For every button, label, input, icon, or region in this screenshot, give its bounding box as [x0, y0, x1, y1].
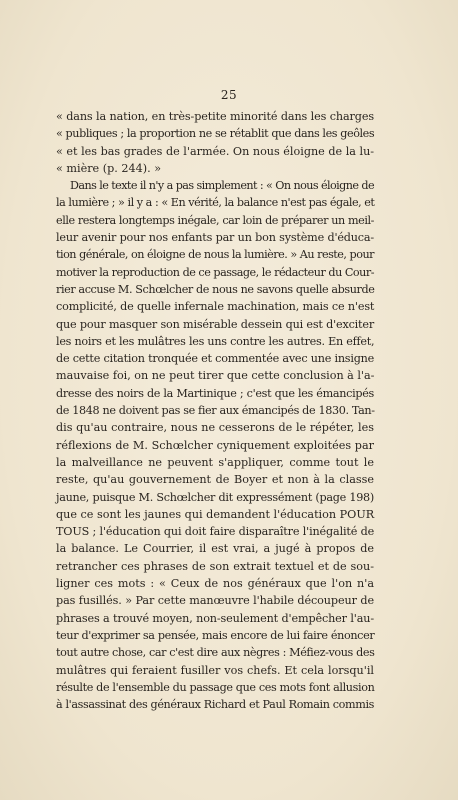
- text-line: « et les bas grades de l'armée. On nous éloigne de la lu-: [56, 144, 375, 158]
- text-line: les noirs et les mulâtres les uns contre les autres. En effet,: [56, 334, 375, 348]
- text-line: de 1848 ne doivent pas se fier aux émancipés de 1830. Tan-: [56, 404, 375, 418]
- text-line: que ce sont les jaunes qui demandent l'éducation POUR: [56, 507, 375, 521]
- text-line: dis qu'au contraire, nous ne cesserons de le répéter, les: [56, 421, 374, 435]
- text-line: de cette citation tronquée et commentée avec une insigne: [56, 352, 375, 366]
- text-line: jaune, puisque M. Schœlcher dit expressément (page 198): [56, 490, 374, 504]
- text-line: pas fusillés. » Par cette manœuvre l'habile découpeur de: [56, 594, 374, 608]
- text-line: tout autre chose, car c'est dire aux nègres : Méfiez-vous des: [56, 646, 375, 660]
- text-line: complicité, de quelle infernale machination, mais ce n'est: [56, 300, 375, 314]
- text-line: dresse des noirs de la Martinique ; c'est que les émancipés: [56, 386, 374, 400]
- text-line: la balance. Le Courrier, il est vrai, a jugé à propos de: [56, 542, 374, 556]
- text-line: « publiques ; la proportion ne se rétablit que dans les geôles: [56, 127, 375, 141]
- text-line: reste, qu'au gouvernement de Boyer et non à la classe: [56, 473, 374, 487]
- text-line: motiver la reproduction de ce passage, le rédacteur du Cour-: [56, 265, 374, 279]
- text-line: Dans le texte il n'y a pas simplement : « On nous éloigne de: [70, 179, 374, 193]
- text-line: « dans la nation, en très-petite minorité dans les charges: [56, 110, 375, 123]
- page-number: 25: [220, 88, 238, 102]
- text-line: la malveillance ne peuvent s'appliquer, comme tout le: [56, 455, 374, 469]
- text-line: mauvaise foi, on ne peut tirer que cette conclusion à l'a-: [56, 369, 375, 383]
- text-line: rier accuse M. Schœlcher de nous ne savons quelle absurde: [56, 282, 375, 296]
- text-line: que pour masquer son misérable dessein qui est d'exciter: [56, 317, 374, 331]
- text-line: « mière (p. 244). »: [56, 161, 162, 175]
- text-line: ligner ces mots : « Ceux de nos généraux que l'on n'a: [56, 577, 374, 591]
- text-line: TOUS ; l'éducation qui doit faire disparaître l'inégalité de: [56, 525, 375, 539]
- body-text: [56, 108, 374, 713]
- text-line: retrancher ces phrases de son extrait textuel et de sou-: [56, 559, 374, 573]
- text-line: teur d'exprimer sa pensée, mais encore de lui faire énoncer: [56, 628, 375, 642]
- text-line: phrases a trouvé moyen, non-seulement d'empêcher l'au-: [56, 611, 374, 625]
- text-line: tion générale, on éloigne de nous la lumière. » Au reste, pour: [56, 248, 374, 262]
- text-line: à l'assassinat des généraux Richard et Paul Romain commis: [56, 698, 374, 712]
- text-line: mulâtres qui feraient fusiller vos chefs. Et cela lorsqu'il: [56, 663, 374, 677]
- text-line: réflexions de M. Schœlcher cyniquement exploitées par: [56, 438, 374, 452]
- text-line: la lumière ; » il y a : « En vérité, la balance n'est pas égale, et: [56, 196, 375, 210]
- text-line: leur avenir pour nos enfants par un bon système d'éduca-: [56, 231, 374, 245]
- text-line: elle restera longtemps inégale, car loin de préparer un meil-: [56, 213, 374, 227]
- text-line: résulte de l'ensemble du passage que ces mots font allusion: [56, 680, 375, 694]
